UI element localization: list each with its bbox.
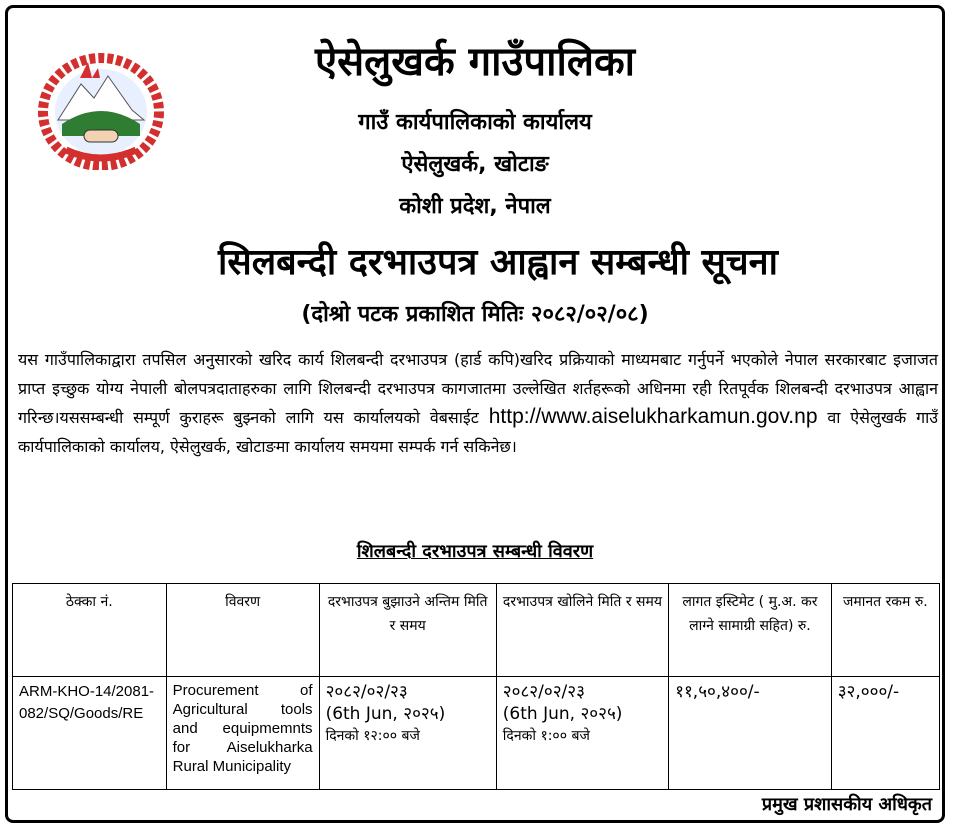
open-time: दिनको १:०० बजे: [502, 728, 590, 744]
header-description: विवरण: [166, 584, 319, 677]
cell-description: Procurement of Agricultural tools and equipmemnts for Aiselukharka Rural Municipality: [166, 677, 319, 790]
table-header-row: [13, 584, 940, 677]
submit-time: दिनको १२:०० बजे: [325, 728, 420, 744]
notice-page: [5, 5, 945, 823]
municipality-title: ऐसेलुखर्क गाउँपालिका: [314, 39, 636, 85]
notice-title: सिलबन्दी दरभाउपत्र आह्वान सम्बन्धी सूचना: [218, 242, 778, 283]
table-row: [13, 677, 940, 790]
body-text-before-url: यस गाउँपालिकाद्वारा तपसिल अनुसारको खरिद कार्य शिलबन्दी दरभाउपत्र (हार्ड कपि)खरिद प्रक्रियाको माध्यमबाट गर्नुपर्ने भएकोले नेपाल सरकारबाट इजाजत प्राप्त इच्छुक योग्य नेपाली बोलपत्रदाताहरुका लागि शिलबन्दी दरभाउपत्र कागजातमा उल्लेखित शर्तहरूको अधिनमा रही रितपूर्वक शिलबन्दी दरभाउपत्र आह्वान गरिन्छ।यससम्बन्धी सम्पूर्ण कुराहरू बुझ्नको लागि यस कार्यालयको वेबसाईट: [18, 350, 938, 427]
cell-opening-date: [496, 677, 668, 790]
office-name: गाउँ कार्यपालिकाको कार्यालय: [358, 110, 592, 135]
submit-date-en: (6th Jun, २०२५): [325, 704, 446, 724]
body-text-after-url: वा ऐसेलुखर्क गाउँ कार्यपालिकाको कार्यालय, ऐसेलुखर्क, खोटाङमा कार्यालय समयमा सम्पर्क गर्न सकिनेछ।: [18, 408, 938, 456]
header-contract-no: ठेक्का नं.: [13, 584, 167, 677]
cell-contract-no: ARM-KHO-14/2081-082/SQ/Goods/RE: [13, 677, 167, 790]
notice-body: [18, 346, 938, 461]
tender-table: [12, 583, 940, 790]
open-date: २०८२/०२/२३: [502, 682, 585, 702]
cell-security-amount: ३२,०००/-: [831, 677, 939, 790]
signatory-title: प्रमुख प्रशासकीय अधिकृत: [761, 794, 932, 815]
header-opening-date: दरभाउपत्र खोलिने मिति र समय: [496, 584, 668, 677]
submit-date: २०८२/०२/२३: [325, 682, 408, 702]
open-date-en: (6th Jun, २०२५): [502, 704, 623, 724]
header-security-amount: जमानत रकम रु.: [831, 584, 939, 677]
office-address: ऐसेलुखर्क, खोटाङ: [401, 152, 549, 177]
header-submission-deadline: दरभाउपत्र बुझाउने अन्तिम मिति र समय: [319, 584, 496, 677]
cell-submission-deadline: [319, 677, 496, 790]
province-country: कोशी प्रदेश, नेपाल: [399, 194, 551, 219]
publish-date-note: (दोश्रो पटक प्रकाशित मितिः २०८२/०२/०८): [301, 302, 649, 327]
cell-cost-estimate: ११,५०,४००/-: [669, 677, 832, 790]
table-heading: शिलबन्दी दरभाउपत्र सम्बन्धी विवरण: [356, 541, 594, 562]
website-link[interactable]: http://www.aiselukharkamun.gov.np: [488, 405, 818, 428]
header-cost-estimate: लागत इस्टिमेट ( मु.अ. कर लाग्ने सामाग्री सहित) रु.: [669, 584, 832, 677]
